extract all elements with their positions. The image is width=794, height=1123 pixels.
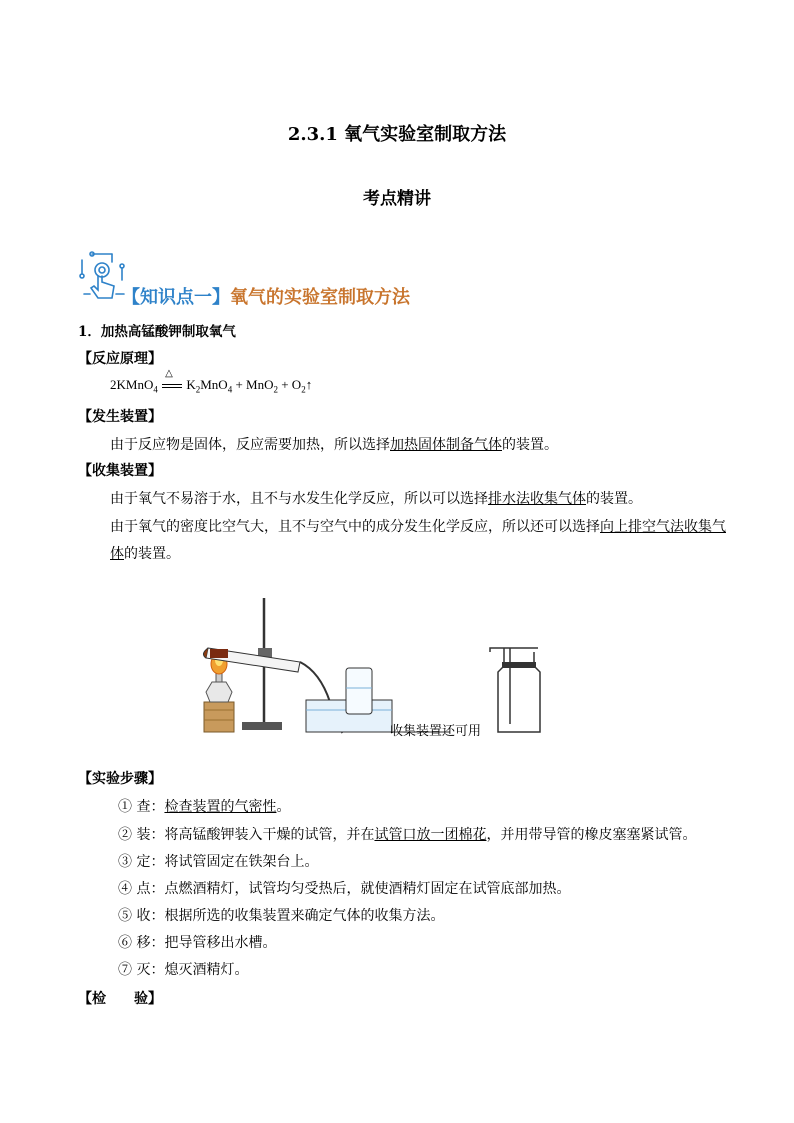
inspection-label: 【检 验】 xyxy=(78,991,162,1007)
apparatus-figure xyxy=(190,592,550,742)
step-item: ② 装：将高锰酸钾装入干燥的试管，并在试管口放一团棉花，并用带导管的橡皮塞塞紧试管。 xyxy=(118,827,697,843)
step-item: ⑥ 移：把导管移出水槽。 xyxy=(118,935,277,951)
step-item: ⑤ 收：根据所选的收集装置来确定气体的收集方法。 xyxy=(118,908,445,924)
reaction-label: 【反应原理】 xyxy=(78,351,162,367)
collection-text-2: 由于氧气的密度比空气大，且不与空气中的成分发生化学反应，所以还可以选择向上排空气法收集气 xyxy=(110,519,726,535)
collection-label: 【收集装置】 xyxy=(78,463,162,479)
generation-text: 由于反应物是固体，反应需要加热，所以选择加热固体制备气体的装置。 xyxy=(110,437,558,453)
page-subtitle: 考点精讲 xyxy=(363,189,431,209)
collection-text-3: 体的装置。 xyxy=(110,546,180,562)
heat-condition: △ xyxy=(165,368,173,379)
touch-hand-icon xyxy=(78,250,126,304)
reaction-equation: 2KMnO$_4$ △ $K_2MnO_4 + MnO_2$ + $O_2↑$ xyxy=(110,368,313,395)
step-item: ④ 点：点燃酒精灯，试管均匀受热后，就使酒精灯固定在试管底部加热。 xyxy=(118,881,571,897)
figure-caption: 收集装置还可用 xyxy=(390,724,482,739)
knowledge-point-label: 【知识点一】 xyxy=(122,287,230,308)
knowledge-point-heading: 氧气的实验室制取方法 xyxy=(230,287,410,308)
page-title: 2.3.1 氧气实验室制取方法 xyxy=(287,124,507,145)
section-heading-1: 1．加热高锰酸钾制取氧气 xyxy=(78,324,236,340)
step-item: ⑦ 灭：熄灭酒精灯。 xyxy=(118,962,249,978)
steps-label: 【实验步骤】 xyxy=(78,771,162,787)
generation-label: 【发生装置】 xyxy=(78,409,162,425)
step-item: ① 查：检查装置的气密性。 xyxy=(118,799,291,815)
apparatus-illustration xyxy=(190,592,550,742)
step-item: ③ 定：将试管固定在铁架台上。 xyxy=(118,854,319,870)
collection-text-1: 由于氧气不易溶于水，且不与水发生化学反应，所以可以选择排水法收集气体的装置。 xyxy=(110,491,642,507)
